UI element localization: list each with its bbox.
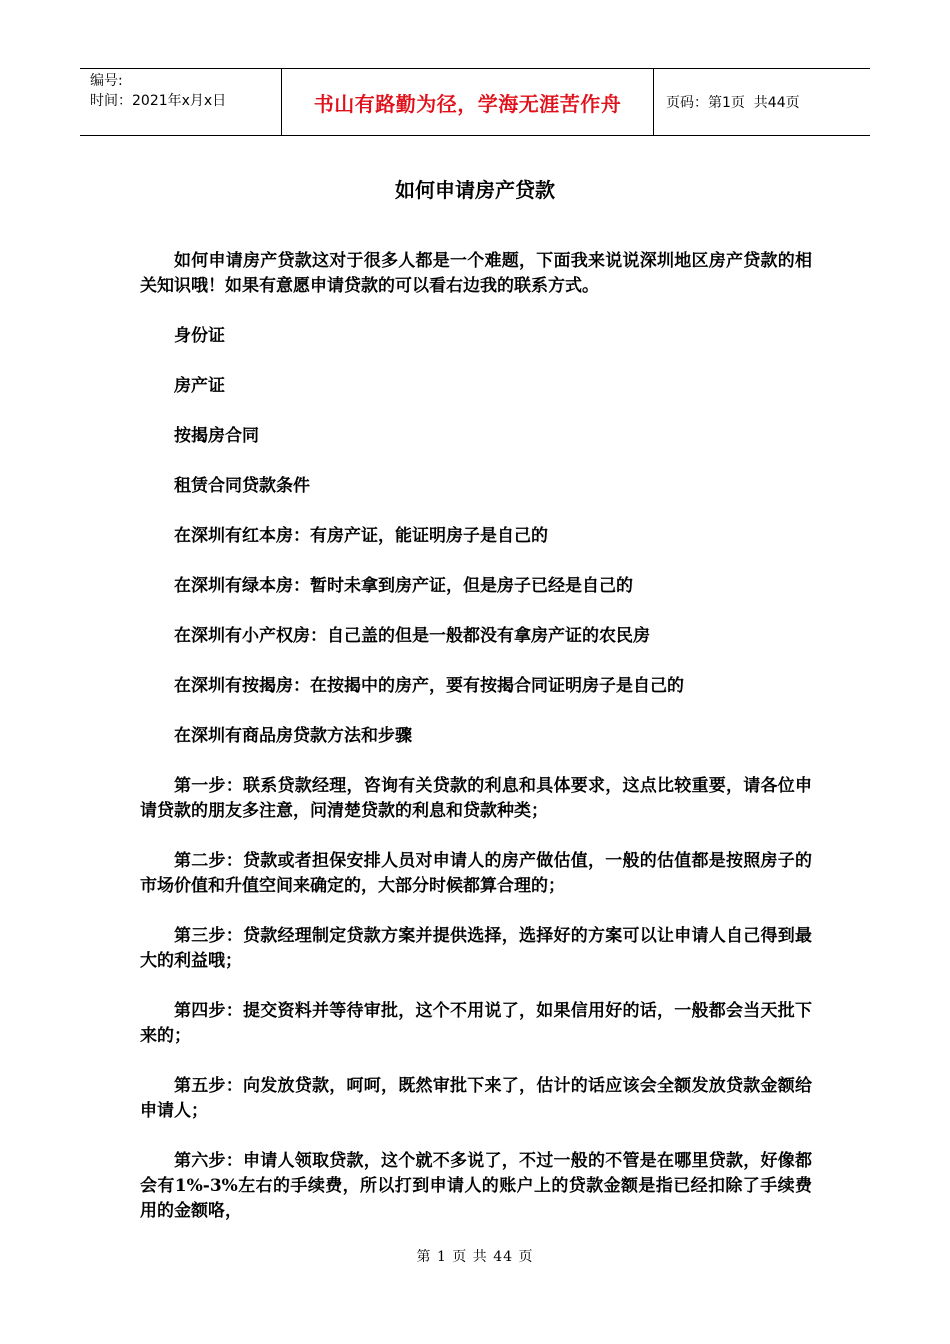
page-footer: 第 1 页 共 44 页: [416, 1249, 534, 1265]
list-item: 身份证: [174, 326, 225, 346]
list-item: 在深圳有绿本房：暂时未拿到房产证，但是房子已经是自己的: [174, 576, 633, 596]
document-body: [140, 249, 812, 1224]
list-item: 房产证: [174, 376, 225, 396]
list-item: 在深圳有红本房：有房产证，能证明房子是自己的: [174, 526, 548, 546]
header-table: [80, 68, 870, 136]
step-paragraph: 第一步：联系贷款经理，咨询有关贷款的利息和具体要求，这点比较重要，请各位申请贷款的朋友多注意，问清楚贷款的利息和贷款种类；: [140, 776, 812, 821]
time-label: 时间：2021年x月x日: [90, 93, 227, 109]
list-item: 租赁合同贷款条件: [174, 476, 310, 496]
step-paragraph: 第六步：申请人领取贷款，这个就不多说了，不过一般的不管是在哪里贷款，好像都会有1%-3%左右的手续费，所以打到申请人的账户上的贷款金额是指已经扣除了手续费用的金额咯，: [140, 1151, 812, 1221]
list-item: 在深圳有小产权房：自己盖的但是一般都没有拿房产证的农民房: [174, 626, 650, 646]
list-item: 在深圳有按揭房：在按揭中的房产，要有按揭合同证明房子是自己的: [174, 676, 684, 696]
header-page-info: [654, 69, 870, 135]
step-paragraph: 第三步：贷款经理制定贷款方案并提供选择，选择好的方案可以让申请人自己得到最大的利益哦；: [140, 926, 812, 971]
step-paragraph: 第四步：提交资料并等待审批，这个不用说了，如果信用好的话，一般都会当天批下来的；: [140, 1001, 812, 1046]
header-meta: [80, 69, 282, 135]
header-motto: 书山有路勤为径，学海无涯苦作舟: [282, 69, 654, 135]
step-paragraph: 第二步：贷款或者担保安排人员对申请人的房产做估值，一般的估值都是按照房子的市场价值和升值空间来确定的，大部分时候都算合理的；: [140, 851, 812, 896]
list-item: 在深圳有商品房贷款方法和步骤: [174, 726, 412, 746]
number-label: 编号:: [90, 73, 123, 89]
intro-paragraph: 如何申请房产贷款这对于很多人都是一个难题，下面我来说说深圳地区房产贷款的相关知识哦！如果有意愿申请贷款的可以看右边我的联系方式。: [140, 251, 812, 296]
step-paragraph: 第五步：向发放贷款，呵呵，既然审批下来了，估计的话应该会全额发放贷款金额给申请人；: [140, 1076, 812, 1121]
document-title: 如何申请房产贷款: [395, 178, 555, 202]
page-info-text: 页码：第1页 共44页: [666, 95, 800, 111]
list-item: 按揭房合同: [174, 426, 259, 446]
